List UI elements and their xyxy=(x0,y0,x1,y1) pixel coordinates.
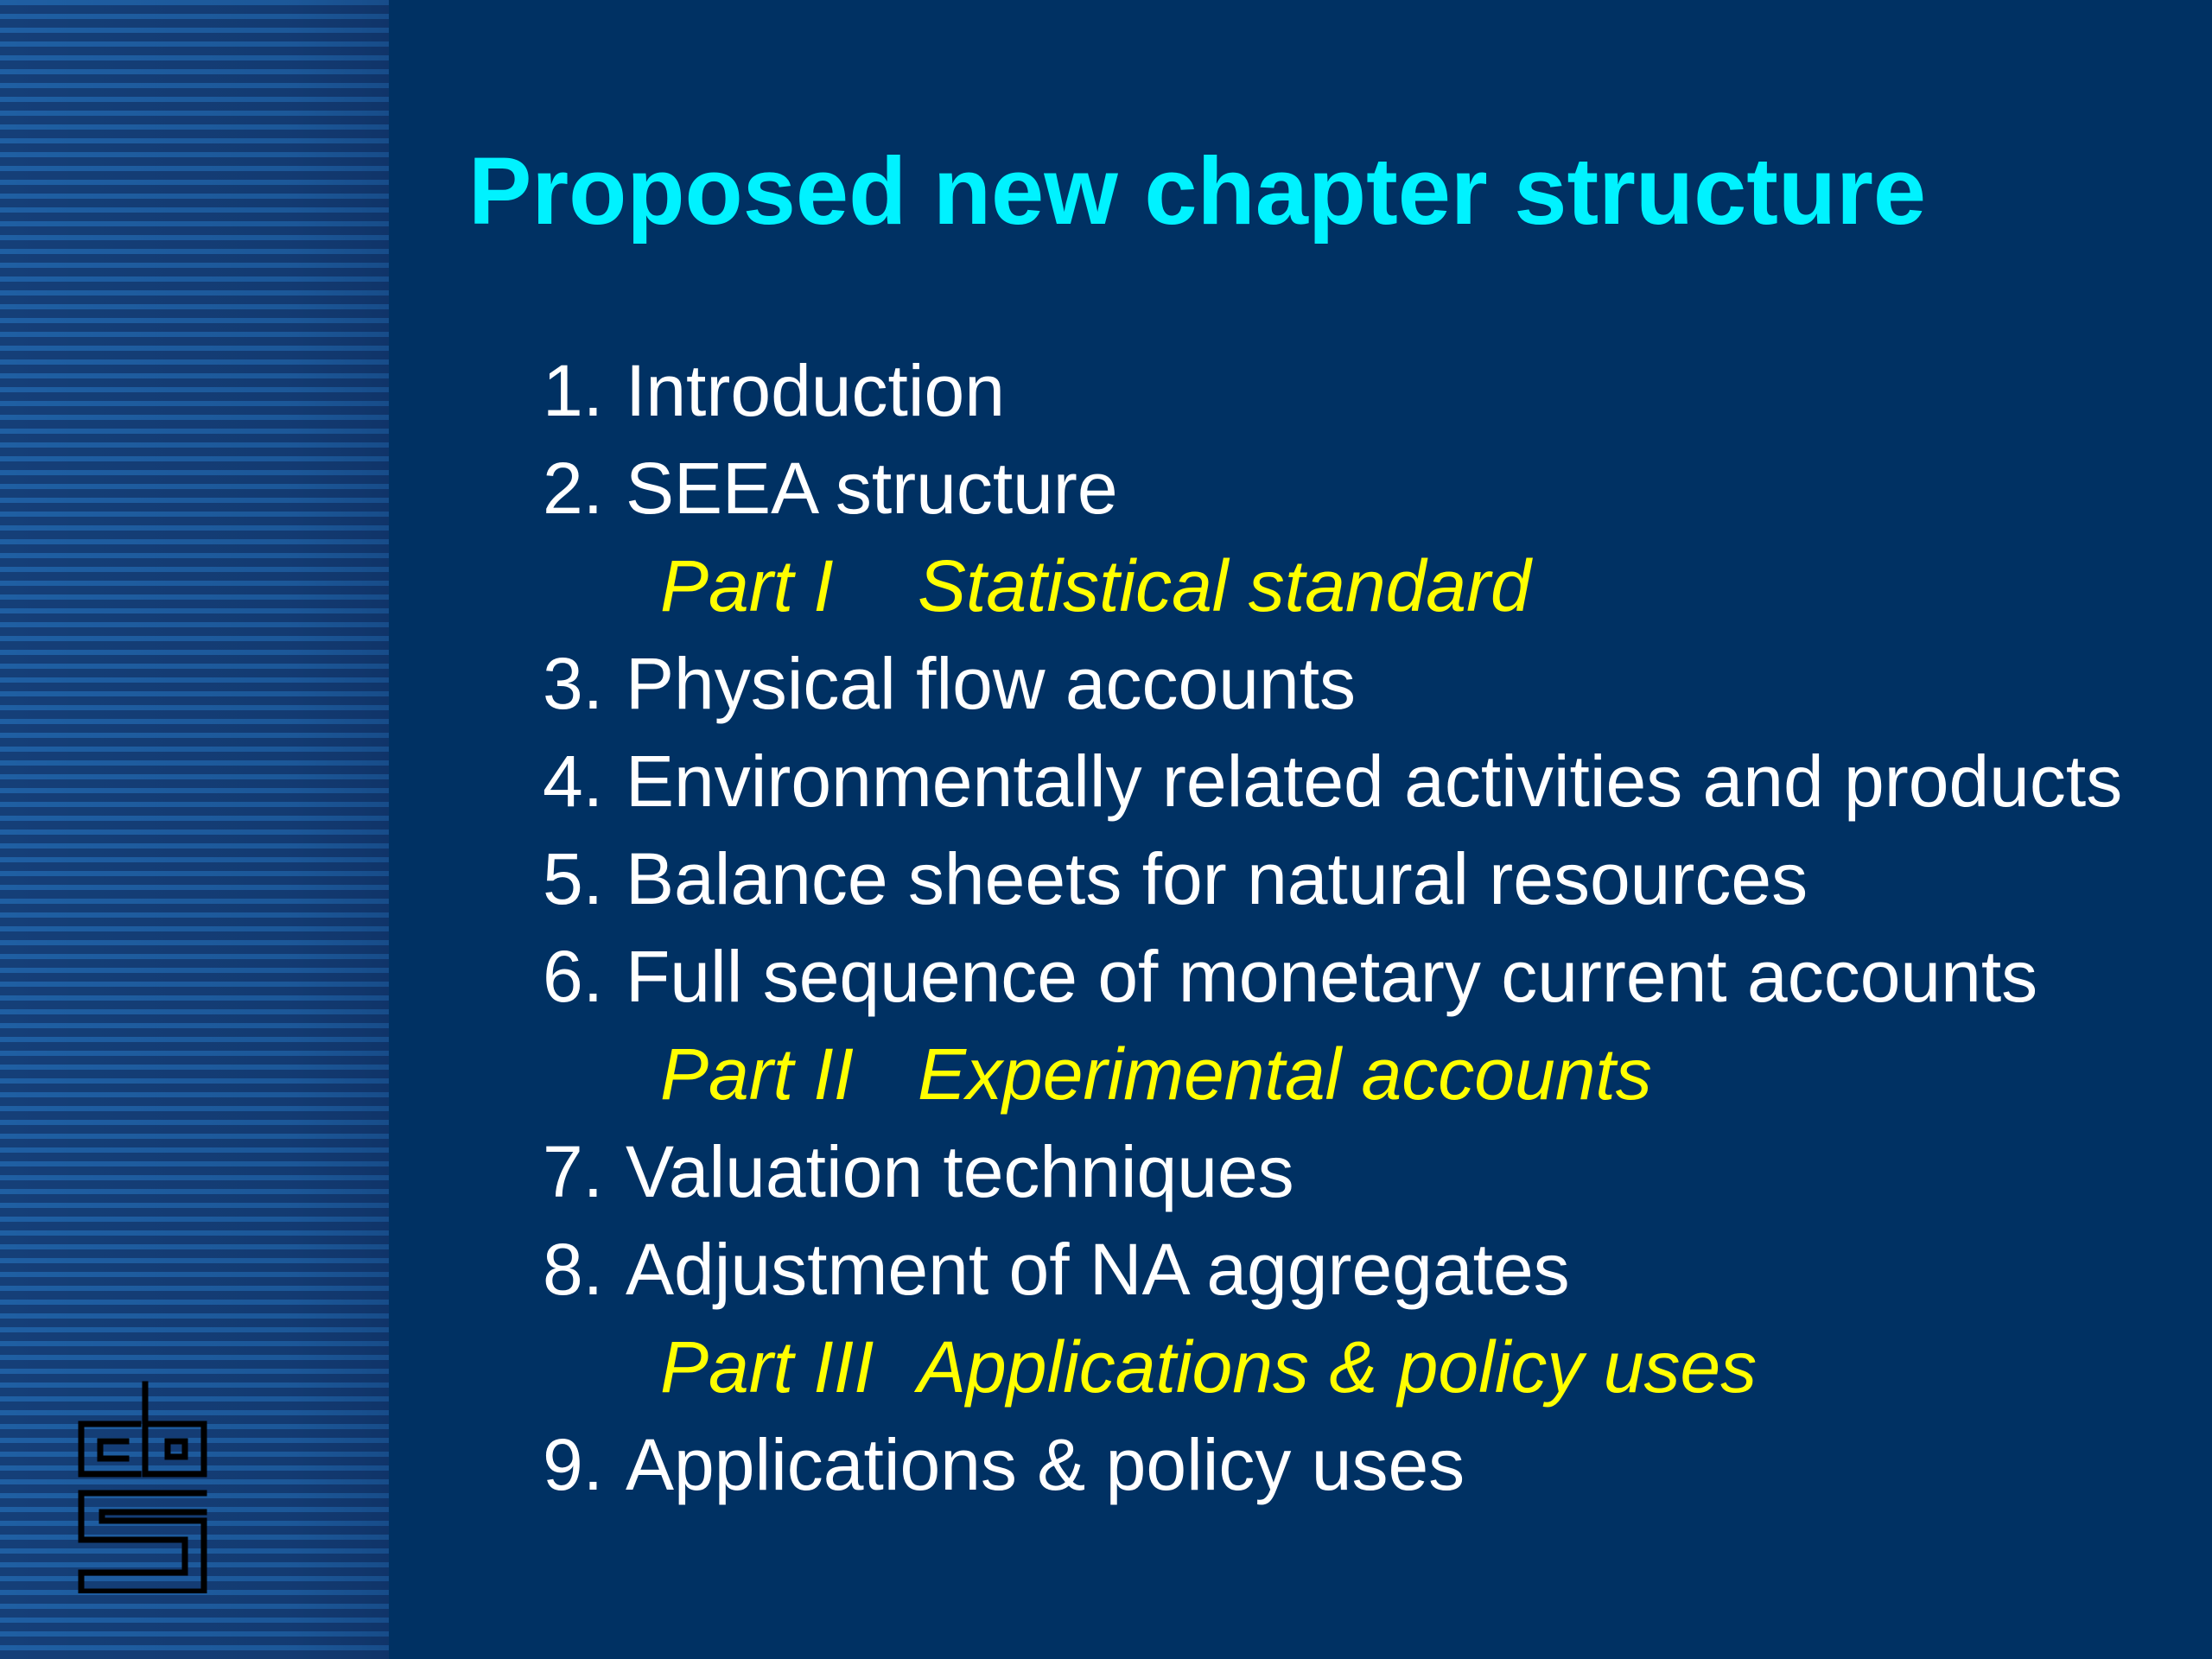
chapter-item xyxy=(543,1221,2202,1319)
chapter-item xyxy=(543,830,2202,928)
chapter-title: Introduction xyxy=(626,350,1005,431)
chapter-number: 7. xyxy=(543,1131,604,1212)
part-title: Experimental accounts xyxy=(918,1033,1652,1115)
cbs-logo-icon xyxy=(78,1381,207,1593)
chapter-list xyxy=(543,342,2202,1514)
chapter-title: Applications & policy uses xyxy=(626,1424,1465,1505)
chapter-item xyxy=(543,342,2202,440)
part-label: Part II xyxy=(660,1033,855,1115)
chapter-item xyxy=(543,928,2202,1026)
part-title: Applications & policy uses xyxy=(918,1326,1758,1408)
chapter-number: 4. xyxy=(543,741,604,822)
chapter-item xyxy=(543,1123,2202,1221)
chapter-number: 8. xyxy=(543,1229,604,1310)
chapter-number: 2. xyxy=(543,448,604,529)
chapter-item xyxy=(543,1416,2202,1514)
chapter-number: 5. xyxy=(543,838,604,919)
chapter-title: Valuation techniques xyxy=(626,1131,1294,1212)
part-label: Part III xyxy=(660,1326,874,1408)
chapter-item xyxy=(543,733,2202,830)
chapter-number: 6. xyxy=(543,936,604,1017)
slide-title: Proposed new chapter structure xyxy=(468,138,1927,245)
chapter-title: Adjustment of NA aggregates xyxy=(626,1229,1570,1310)
chapter-number: 1. xyxy=(543,350,604,431)
part-label: Part I xyxy=(660,545,834,626)
chapter-title: Environmentally related activities and products xyxy=(626,741,2123,822)
part-heading xyxy=(543,1319,2202,1416)
part-title: Statistical standard xyxy=(918,545,1531,626)
chapter-title: SEEA structure xyxy=(626,448,1118,529)
chapter-item xyxy=(543,635,2202,733)
chapter-number: 9. xyxy=(543,1424,604,1505)
chapter-title: Full sequence of monetary current accounts xyxy=(626,936,2038,1017)
chapter-number: 3. xyxy=(543,643,604,724)
part-heading xyxy=(543,537,2202,635)
part-heading xyxy=(543,1026,2202,1123)
chapter-title: Physical flow accounts xyxy=(626,643,1357,724)
chapter-item xyxy=(543,440,2202,537)
chapter-title: Balance sheets for natural resources xyxy=(626,838,1808,919)
